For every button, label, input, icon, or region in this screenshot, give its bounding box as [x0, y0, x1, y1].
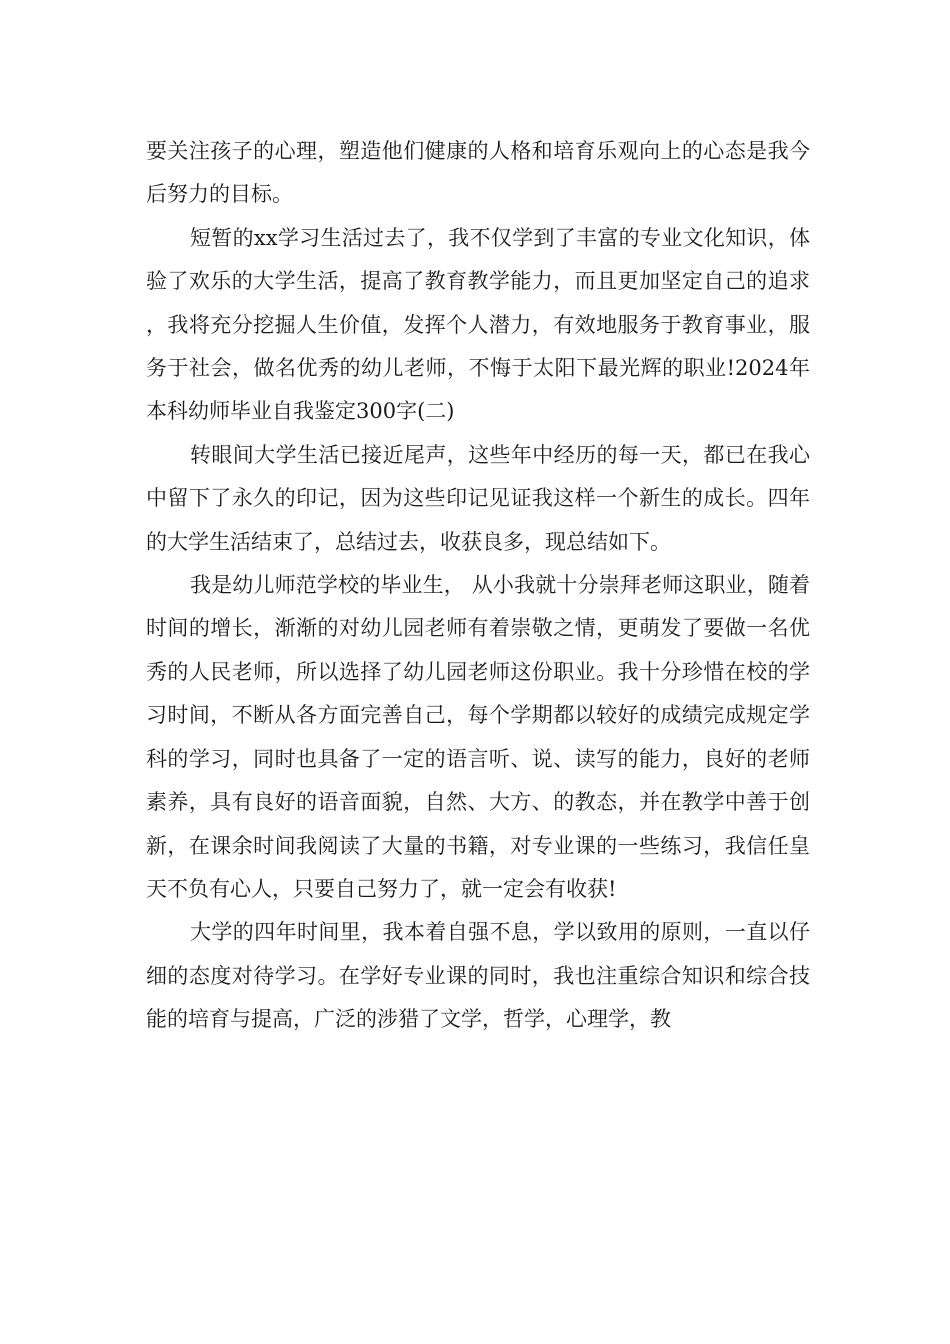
- paragraph-continuation: 要关注孩子的心理，塑造他们健康的人格和培育乐观向上的心态是我今后努力的目标。: [146, 139, 810, 207]
- paragraph: 转眼间大学生活已接近尾声，这些年中经历的每一天，都已在我心中留下了永久的印记，因为这些印记见证我这样一个新生的成长。四年的大学生活结束了，总结过去，收获良多，现总结如下。: [146, 442, 810, 554]
- paragraph: 大学的四年时间里，我本着自强不息，学以致用的原则，一直以仔细的态度对待学习。在学好专业课的同时，我也注重综合知识和综合技能的培育与提高，广泛的涉猎了文学，哲学，心理学，教: [146, 920, 810, 1032]
- paragraph: 我是幼儿师范学校的毕业生， 从小我就十分崇拜老师这职业，随着时间的增长，渐渐的对幼儿园老师有着崇敬之情，更萌发了要做一名优秀的人民老师，所以选择了幼儿园老师这份职业。我十分珍惜在校的学习时间，不断从各方面完善自己，每个学期都以较好的成绩完成规定学科的学习，同时也具备了一定的语言听、说、读写的能力，良好的老师素养，具有良好的语音面貌，自然、大方、的教态，并在教学中善于创新，在课余时间我阅读了大量的书籍，对专业课的一些练习，我信任皇天不负有心人，只要自己努力了，就一定会有收获!: [146, 573, 810, 901]
- paragraph: 短暂的xx学习生活过去了，我不仅学到了丰富的专业文化知识，体验了欢乐的大学生活，提高了教育教学能力，而且更加坚定自己的追求，我将充分挖掘人生价值，发挥个人潜力，有效地服务于教育事业，服务于社会，做名优秀的幼儿老师，不悔于太阳下最光辉的职业!2024年本科幼师毕业自我鉴定300字(二): [146, 225, 810, 424]
- document-body: [146, 130, 810, 1042]
